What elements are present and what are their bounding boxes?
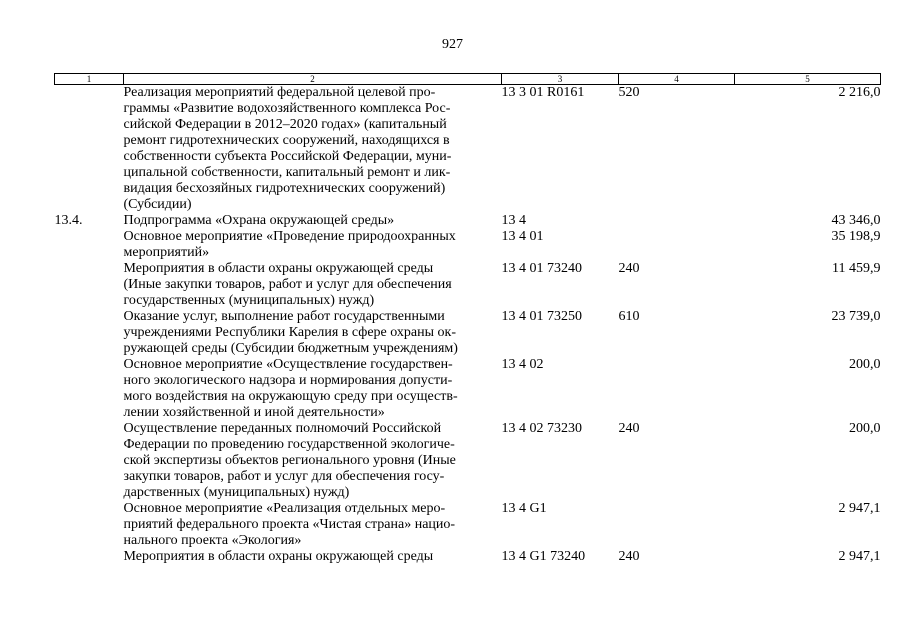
classification-code: 13 4 G1 bbox=[501, 501, 547, 516]
description-line: нального проекта «Экология» bbox=[123, 533, 302, 548]
description-line: Федерации по проведению государственной экологиче- bbox=[123, 437, 455, 452]
amount-value: 35 198,9 bbox=[831, 229, 881, 244]
column-number-1: 1 bbox=[55, 74, 124, 85]
description-line: сийской Федерации в 2012–2020 годах» (капитальный bbox=[123, 117, 447, 132]
description-line: Оказание услуг, выполнение работ государственными bbox=[123, 309, 445, 324]
description-line: ного экологического надзора и нормирования допусти- bbox=[123, 373, 453, 388]
amount-value: 200,0 bbox=[849, 357, 881, 372]
row-description bbox=[124, 229, 502, 261]
description-line: ципальной собственности, капитальный ремонт и лик- bbox=[123, 165, 451, 180]
classification-code: 13 4 G1 73240 bbox=[501, 549, 586, 564]
row-number bbox=[55, 421, 124, 501]
row-description bbox=[124, 357, 502, 421]
description-line: Подпрограмма «Охрана окружающей среды» bbox=[123, 213, 395, 228]
expense-type-code bbox=[619, 501, 735, 549]
expense-type-code bbox=[619, 357, 735, 421]
classification-code: 13 4 01 73240 bbox=[501, 261, 582, 276]
row-description bbox=[124, 549, 502, 565]
description-line: (Иные закупки товаров, работ и услуг для обеспечения bbox=[123, 277, 452, 292]
classification-code: 13 4 02 bbox=[501, 357, 544, 372]
description-line: ской экспертизы объектов регионального уровня (Иные bbox=[123, 453, 456, 468]
row-description bbox=[124, 85, 502, 214]
table-row bbox=[55, 357, 881, 421]
row-number bbox=[55, 309, 124, 357]
row-description bbox=[124, 261, 502, 309]
amount-value: 43 346,0 bbox=[831, 213, 881, 228]
table-row bbox=[55, 421, 881, 501]
budget-table bbox=[54, 73, 881, 565]
table-row bbox=[55, 261, 881, 309]
amount-value: 2 216,0 bbox=[838, 85, 881, 100]
classification-code: 13 4 01 73250 bbox=[501, 309, 582, 324]
description-line: Мероприятия в области охраны окружающей среды bbox=[123, 261, 434, 276]
page-number: 927 bbox=[442, 37, 463, 52]
description-line: видация бесхозяйных гидротехнических сооружений) bbox=[123, 181, 446, 196]
row-number bbox=[55, 501, 124, 549]
description-line: государственных (муниципальных) нужд) bbox=[123, 293, 375, 308]
row-number bbox=[55, 261, 124, 309]
expense-type-code: 520 bbox=[618, 85, 640, 100]
description-line: приятий федерального проекта «Чистая страна» нацио- bbox=[123, 517, 456, 532]
expense-type-code: 240 bbox=[618, 261, 640, 276]
expense-type-code bbox=[619, 213, 735, 229]
column-number-2: 2 bbox=[124, 74, 502, 85]
description-line: собственности субъекта Российской Федерации, муни- bbox=[123, 149, 452, 164]
description-line: Реализация мероприятий федеральной целевой про- bbox=[123, 85, 436, 100]
description-line: ружающей среды (Субсидии бюджетным учреждениям) bbox=[123, 341, 458, 356]
table-row bbox=[55, 501, 881, 549]
table-body bbox=[55, 85, 881, 566]
row-description bbox=[124, 213, 502, 229]
description-line: учреждениями Республики Карелия в сфере охраны ок- bbox=[123, 325, 456, 340]
column-number-5: 5 bbox=[735, 74, 881, 85]
amount-value: 23 739,0 bbox=[831, 309, 881, 324]
description-line: Основное мероприятие «Проведение природоохранных bbox=[123, 229, 456, 244]
description-line: лении хозяйственной и иной деятельности» bbox=[123, 405, 385, 420]
description-line: мероприятий» bbox=[123, 245, 210, 260]
row-number bbox=[55, 357, 124, 421]
column-number-3: 3 bbox=[502, 74, 619, 85]
expense-type-code: 610 bbox=[618, 309, 640, 324]
table-row bbox=[55, 213, 881, 229]
amount-value: 200,0 bbox=[849, 421, 881, 436]
classification-code: 13 4 bbox=[501, 213, 526, 228]
description-line: Основное мероприятие «Осуществление государствен- bbox=[123, 357, 453, 372]
expense-type-code: 240 bbox=[618, 421, 640, 436]
row-description bbox=[124, 421, 502, 501]
row-number bbox=[55, 85, 124, 214]
description-line: Мероприятия в области охраны окружающей среды bbox=[123, 549, 434, 564]
amount-value: 2 947,1 bbox=[838, 549, 881, 564]
description-line: (Субсидии) bbox=[123, 197, 192, 212]
description-line: мого воздействия на окружающую среду при осуществ- bbox=[123, 389, 458, 404]
description-line: ремонт гидротехнических сооружений, находящихся в bbox=[123, 133, 450, 148]
row-number bbox=[55, 229, 124, 261]
description-line: граммы «Развитие водохозяйственного комплекса Рос- bbox=[123, 101, 451, 116]
classification-code: 13 3 01 R0161 bbox=[501, 85, 585, 100]
row-description bbox=[124, 501, 502, 549]
table-row bbox=[55, 549, 881, 565]
amount-value: 11 459,9 bbox=[832, 261, 881, 276]
expense-type-code: 240 bbox=[618, 549, 640, 564]
table-row bbox=[55, 229, 881, 261]
table-row bbox=[55, 309, 881, 357]
row-description bbox=[124, 309, 502, 357]
classification-code: 13 4 01 bbox=[501, 229, 544, 244]
column-number-4: 4 bbox=[619, 74, 735, 85]
description-line: дарственных (муниципальных) нужд) bbox=[123, 485, 350, 500]
expense-type-code bbox=[619, 229, 735, 261]
classification-code: 13 4 02 73230 bbox=[501, 421, 582, 436]
header-row bbox=[55, 74, 881, 85]
table-header bbox=[55, 74, 881, 85]
description-line: закупки товаров, работ и услуг для обеспечения госу- bbox=[123, 469, 445, 484]
row-number bbox=[55, 549, 124, 565]
amount-value: 2 947,1 bbox=[838, 501, 881, 516]
table-row bbox=[55, 85, 881, 214]
description-line: Основное мероприятие «Реализация отдельных меро- bbox=[123, 501, 446, 516]
description-line: Осуществление переданных полномочий Российской bbox=[123, 421, 442, 436]
row-number: 13.4. bbox=[54, 213, 83, 228]
